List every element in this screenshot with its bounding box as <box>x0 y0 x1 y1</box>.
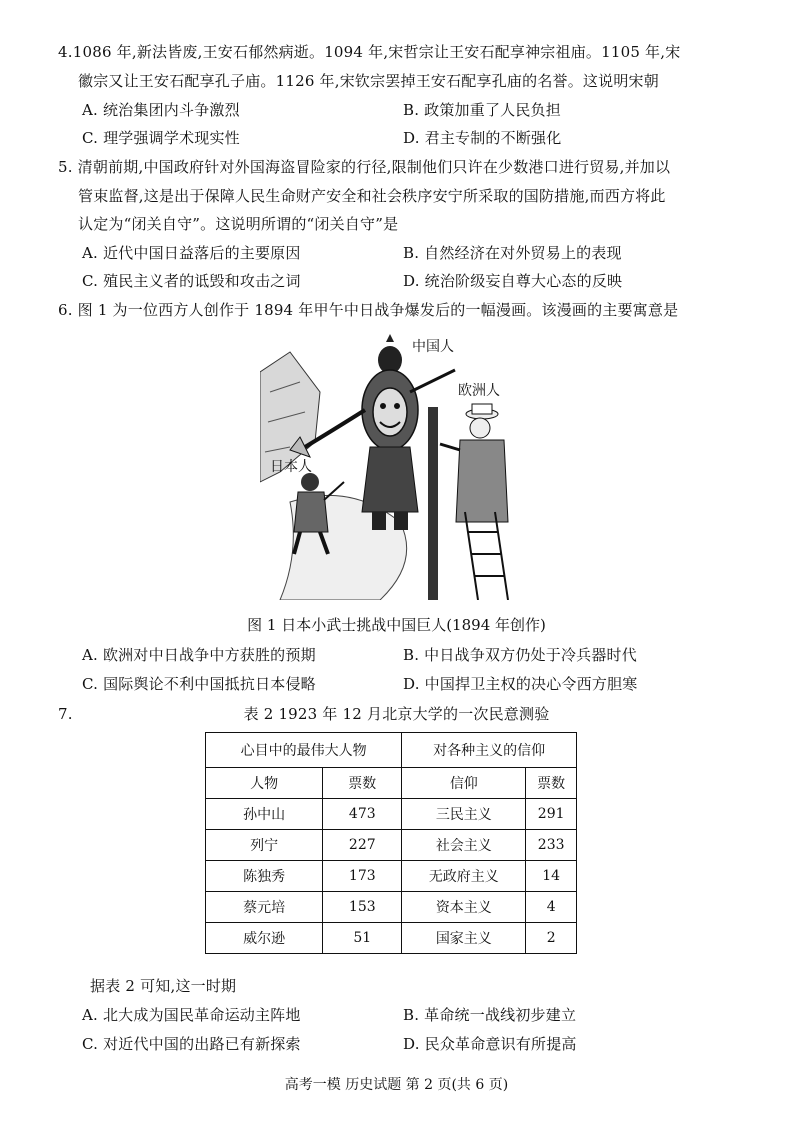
cell-belief: 国家主义 <box>402 923 526 954</box>
q4-option-d[interactable]: D. 君主专制的不断强化 <box>403 129 562 147</box>
q5-option-a[interactable]: A. 近代中国日益落后的主要原因 <box>82 244 301 262</box>
cell-votes: 473 <box>323 799 402 830</box>
table-row <box>206 861 577 892</box>
cell-belief: 三民主义 <box>402 799 526 830</box>
label-european: 欧洲人 <box>458 383 500 399</box>
cell-belief: 资本主义 <box>402 892 526 923</box>
q7-option-d[interactable]: D. 民众革命意识有所提高 <box>403 1035 577 1053</box>
cell-person: 陈独秀 <box>206 861 323 892</box>
q5-option-d[interactable]: D. 统治阶级妄自尊大心态的反映 <box>403 272 623 290</box>
table-header-row <box>206 768 577 799</box>
q7-option-c[interactable]: C. 对近代中国的出路已有新探索 <box>82 1035 301 1053</box>
cell-votes: 291 <box>526 799 577 830</box>
cell-votes: 233 <box>526 830 577 861</box>
q6-option-a[interactable]: A. 欧洲对中日战争中方获胜的预期 <box>82 646 316 664</box>
cell-votes: 4 <box>526 892 577 923</box>
table-row <box>206 830 577 861</box>
table-title: 表 2 1923 年 12 月北京大学的一次民意测验 <box>243 705 550 723</box>
table-row <box>206 892 577 923</box>
cell-person: 孙中山 <box>206 799 323 830</box>
q4-option-c[interactable]: C. 理学强调学术现实性 <box>82 129 240 147</box>
table-row <box>206 923 577 954</box>
q7-number: 7. <box>58 705 73 723</box>
q5-stem-line-1: 5. 清朝前期,中国政府针对外国海盗冒险家的行径,限制他们只许在少数港口进行贸易,并加以 <box>58 158 671 176</box>
q7-option-a[interactable]: A. 北大成为国民革命运动主阵地 <box>82 1006 301 1024</box>
cell-votes: 153 <box>323 892 402 923</box>
group-header-left: 心目中的最伟大人物 <box>206 733 402 768</box>
cell-votes: 14 <box>526 861 577 892</box>
q4-option-b[interactable]: B. 政策加重了人民负担 <box>403 101 561 119</box>
q7-stem: 据表 2 可知,这一时期 <box>90 977 237 995</box>
q5-option-b[interactable]: B. 自然经济在对外贸易上的表现 <box>403 244 622 262</box>
cell-person: 蔡元培 <box>206 892 323 923</box>
cell-votes: 173 <box>323 861 402 892</box>
q6-option-c[interactable]: C. 国际舆论不利中国抵抗日本侵略 <box>82 675 316 693</box>
q7-option-b[interactable]: B. 革命统一战线初步建立 <box>403 1006 577 1024</box>
cell-votes: 51 <box>323 923 402 954</box>
header-person: 人物 <box>206 768 323 799</box>
header-votes-person: 票数 <box>323 768 402 799</box>
table-group-header-row <box>206 733 577 768</box>
label-chinese: 中国人 <box>412 339 454 355</box>
cell-votes: 227 <box>323 830 402 861</box>
q4-stem-line-1: 4.1086 年,新法皆废,王安石郁然病逝。1094 年,宋哲宗让王安石配享神宗祖庙。1105 年,宋 <box>58 43 681 61</box>
header-belief: 信仰 <box>402 768 526 799</box>
figure-caption: 图 1 日本小武士挑战中国巨人(1894 年创作) <box>247 616 546 634</box>
q5-option-c[interactable]: C. 殖民主义者的诋毁和攻击之词 <box>82 272 301 290</box>
european-figure <box>440 404 508 522</box>
q5-stem-line-3: 认定为“闭关自守”。这说明所谓的“闭关自守”是 <box>78 215 399 233</box>
wall <box>428 407 438 600</box>
ladder <box>465 512 508 600</box>
q4-option-a[interactable]: A. 统治集团内斗争激烈 <box>82 101 240 119</box>
cell-person: 列宁 <box>206 830 323 861</box>
cell-person: 威尔逊 <box>206 923 323 954</box>
cell-belief: 社会主义 <box>402 830 526 861</box>
group-header-right: 对各种主义的信仰 <box>402 733 577 768</box>
cell-belief: 无政府主义 <box>402 861 526 892</box>
q6-stem: 6. 图 1 为一位西方人创作于 1894 年甲午中日战争爆发后的一幅漫画。该漫画的主要寓意是 <box>58 301 679 319</box>
page-footer: 高考一模 历史试题 第 2 页(共 6 页) <box>284 1077 509 1093</box>
poll-table <box>205 732 577 954</box>
header-votes-belief: 票数 <box>526 768 577 799</box>
table-row <box>206 799 577 830</box>
label-japanese: 日本人 <box>270 459 312 475</box>
q6-option-d[interactable]: D. 中国捍卫主权的决心令西方胆寒 <box>403 675 638 693</box>
q6-option-b[interactable]: B. 中日战争双方仍处于冷兵器时代 <box>403 646 637 664</box>
q4-stem-line-2: 徽宗又让王安石配享孔子庙。1126 年,宋钦宗罢掉王安石配享孔庙的名誉。这说明宋朝 <box>78 72 659 90</box>
q5-stem-line-2: 管束监督,这是出于保障人民生命财产安全和社会秩序安宁所采取的国防措施,而西方将此 <box>78 187 666 205</box>
cell-votes: 2 <box>526 923 577 954</box>
